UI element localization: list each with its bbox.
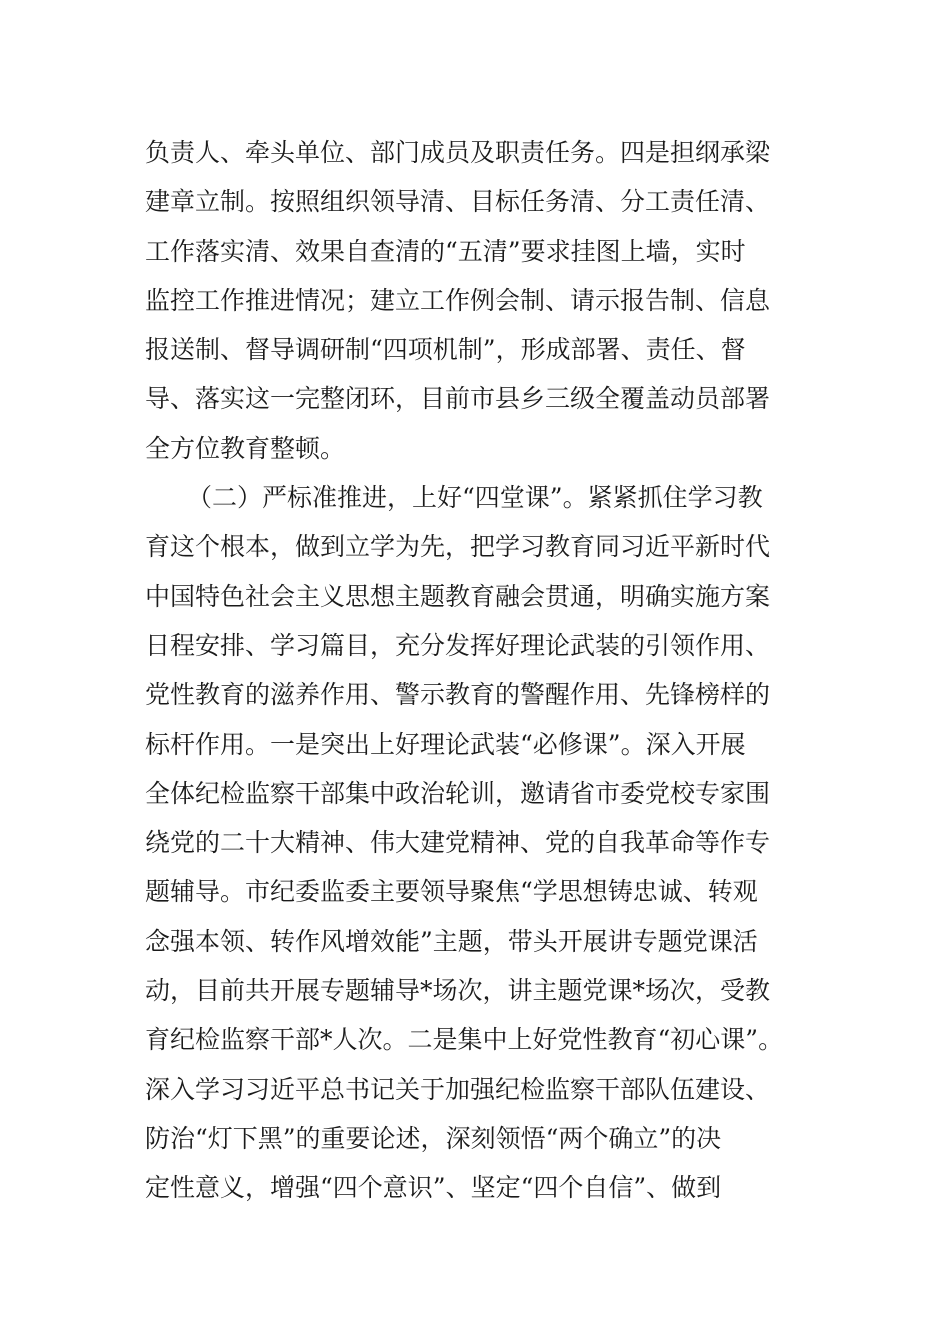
text-line: 定性意义，增强“四个意识”、坚定“四个自信”、做到	[145, 1173, 722, 1203]
text-line: 监控工作推进情况；建立工作例会制、请示报告制、信息	[145, 285, 771, 315]
text-line: 报送制、督导调研制“四项机制”，形成部署、责任、督	[145, 335, 746, 365]
text-line: 深入学习习近平总书记关于加强纪检监察干部队伍建设、	[145, 1074, 771, 1104]
text-line: 党性教育的滋养作用、警示教育的警醒作用、先锋榜样的	[145, 680, 771, 710]
text-line: 工作落实清、效果自查清的“五清”要求挂图上墙，实时	[145, 236, 746, 266]
text-line: 念强本领、转作风增效能”主题，带头开展讲专题党课活	[145, 926, 758, 956]
text-line: 建章立制。按照组织领导清、目标任务清、分工责任清、	[145, 187, 771, 217]
text-line: 标杆作用。一是突出上好理论武装“必修课”。深入开展	[145, 729, 746, 759]
text-line: 导、落实这一完整闭环，目前市县乡三级全覆盖动员部署	[145, 384, 771, 414]
text-line: 育纪检监察干部*人次。二是集中上好党性教育“初心课”。	[145, 1025, 784, 1055]
paragraph-start-line: （二）严标准推进，上好“四堂课”。紧紧抓住学习教	[187, 483, 763, 513]
text-line: 负责人、牵头单位、部门成员及职责任务。四是担纲承梁	[145, 138, 771, 167]
text-line: 育这个根本，做到立学为先，把学习教育同习近平新时代	[145, 532, 771, 562]
text-line: 动，目前共开展专题辅导*场次，讲主题党课*场次，受教	[145, 976, 771, 1006]
text-line: 全体纪检监察干部集中政治轮训，邀请省市委党校专家围	[145, 778, 771, 808]
text-line: 绕党的二十大精神、伟大建党精神、党的自我革命等作专	[145, 828, 771, 858]
document-body	[145, 128, 825, 1213]
text-line: 中国特色社会主义思想主题教育融会贯通，明确实施方案	[145, 581, 771, 611]
text-line: 全方位教育整顿。	[145, 433, 346, 463]
text-line: 题辅导。市纪委监委主要领导聚焦“学思想铸忠诚、转观	[145, 877, 758, 907]
text-line: 日程安排、学习篇目，充分发挥好理论武装的引领作用、	[145, 630, 771, 660]
text-line: 防治“灯下黑”的重要论述，深刻领悟“两个确立”的决	[145, 1123, 722, 1153]
